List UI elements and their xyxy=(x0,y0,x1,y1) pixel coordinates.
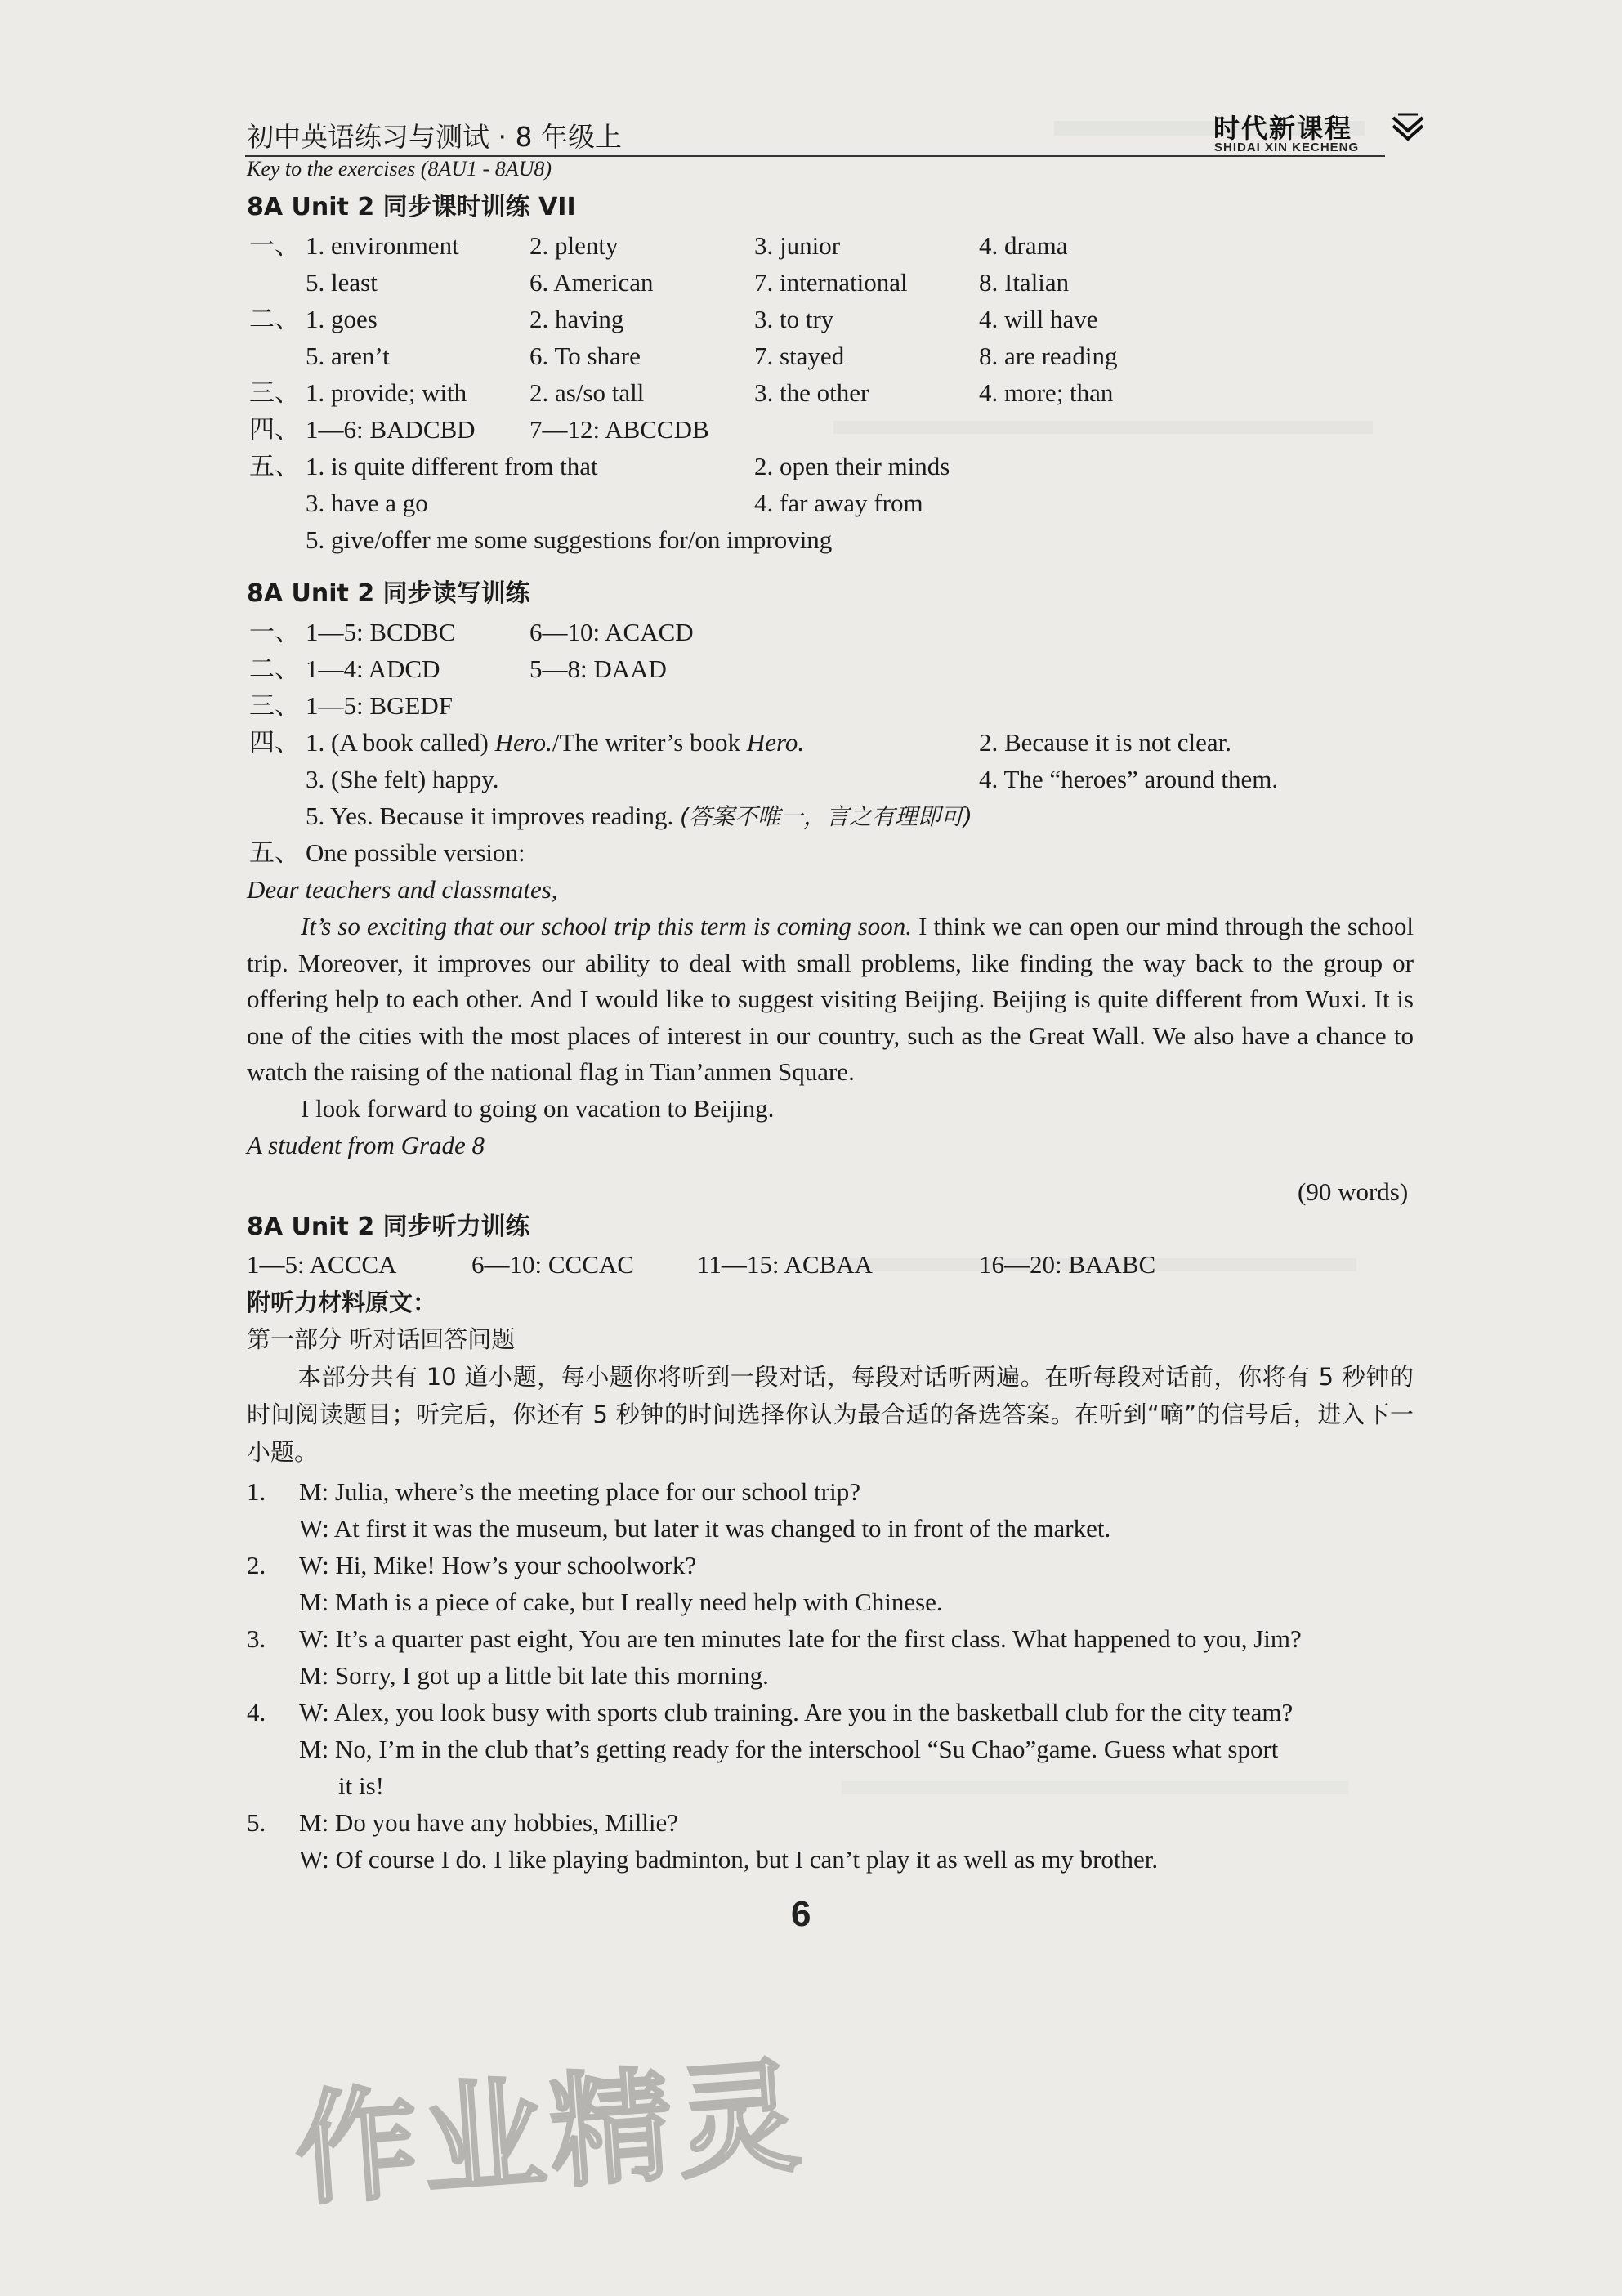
dialogue-line: W: Hi, Mike! How’s your schoolwork? xyxy=(299,1551,697,1579)
version-label: One possible version: xyxy=(306,838,525,867)
dialogue-number: 4. xyxy=(247,1698,266,1726)
dialogue-line: M: Do you have any hobbies, Millie? xyxy=(299,1808,679,1837)
answer: 3. to try xyxy=(754,305,834,333)
dialogue-number: 5. xyxy=(247,1808,266,1837)
letter-body-paragraph xyxy=(247,909,1414,1091)
row-label: 二、 xyxy=(249,305,300,334)
dialogue-line: M: Sorry, I got up a little bit late this morning. xyxy=(299,1661,769,1690)
letter-opening-sentence: It’s so exciting that our school trip this term is coming soon. xyxy=(301,912,913,940)
dialogue-line: M: Math is a piece of cake, but I really need help with Chinese. xyxy=(299,1588,943,1616)
row-label: 二、 xyxy=(249,654,300,684)
answer: 4. will have xyxy=(979,305,1098,333)
answer-text: /The writer’s book xyxy=(552,728,747,757)
answer: 7—12: ABCCDB xyxy=(529,415,709,444)
row-label: 一、 xyxy=(249,618,300,647)
book-title: 初中英语练习与测试 · 8 年级上 xyxy=(247,121,622,153)
letter-greeting: Dear teachers and classmates, xyxy=(247,875,558,904)
answer-5 xyxy=(306,798,972,835)
row-label: 三、 xyxy=(249,378,300,408)
dialogue-line: M: No, I’m in the club that’s getting ready for the interschool “Su Chao”game. Guess what sport xyxy=(299,1735,1279,1763)
answer: 2. open their minds xyxy=(754,452,950,480)
answer-3: 3. (She felt) happy. xyxy=(306,765,499,793)
letter-signature: A student from Grade 8 xyxy=(247,1131,485,1159)
answer: 2. having xyxy=(529,305,624,333)
row-label: 五、 xyxy=(249,452,300,481)
word-count: (90 words) xyxy=(1298,1177,1409,1206)
answer: 3. the other xyxy=(754,378,869,407)
dialogue-line: W: Of course I do. I like playing badminton, but I can’t play it as well as my brother. xyxy=(299,1845,1159,1874)
answer: 6—10: ACACD xyxy=(529,618,694,646)
letter-closing-paragraph: I look forward to going on vacation to Beijing. xyxy=(301,1094,775,1123)
answer: 4. drama xyxy=(979,231,1068,260)
answer: 6—10: CCCAC xyxy=(471,1250,634,1279)
script-title: 附听力材料原文： xyxy=(247,1289,437,1316)
answer: 1. environment xyxy=(306,231,459,260)
answer: 1—5: ACCCA xyxy=(247,1250,397,1279)
section-title-listening: 8A Unit 2 同步听力训练 xyxy=(247,1213,530,1241)
dialogue-line: it is! xyxy=(338,1771,384,1800)
answer-text: 1. (A book called) xyxy=(306,728,495,757)
answer: 8. Italian xyxy=(979,268,1070,297)
dialogue-number: 1. xyxy=(247,1477,266,1506)
answer: 5. least xyxy=(306,268,378,297)
answer: 1. is quite different from that xyxy=(306,452,598,480)
dialogue-line: W: Alex, you look busy with sports club training. Are you in the basketball club for the city team? xyxy=(299,1698,1294,1726)
page-number: 6 xyxy=(791,1894,811,1934)
letter-body-text: I think we can open our mind through the school trip. Moreover, it improves our ability to deal with small problems, like finding the way back to the group or offering help to each other. And I would like to suggest visiting Beijing. Beijing is quite different from Wuxi. It is one of the cities with the most places of interest in our country, such as the Great Wall. We also have a chance to watch the raising of the national flag in Tian’anmen Square. xyxy=(247,912,1414,1086)
listening-instructions: 本部分共有 10 道小题，每小题你将听到一段对话，每段对话听两遍。在听每段对话前，你将有 5 秒钟的时间阅读题目；听完后，你还有 5 秒钟的时间选择你认为最合适的备选答案。在听到“嘀”的信号后，进入下一小题。 xyxy=(247,1363,1414,1466)
answer: 2. plenty xyxy=(529,231,619,260)
row-label: 四、 xyxy=(249,415,300,444)
logo-mark-icon xyxy=(1392,113,1424,145)
part-one-title: 第一部分 听对话回答问题 xyxy=(247,1325,516,1353)
answer: 6. To share xyxy=(529,342,641,370)
dialogue-line: M: Julia, where’s the meeting place for our school trip? xyxy=(299,1477,860,1506)
row-label: 三、 xyxy=(249,691,300,721)
answer: 6. American xyxy=(529,268,654,297)
watermark: 作业精灵 xyxy=(290,2045,810,2223)
answer: 11—15: ACBAA xyxy=(697,1250,874,1279)
dialogue-number: 2. xyxy=(247,1551,266,1579)
answer: 5—8: DAAD xyxy=(529,654,667,683)
book-title-italic: Hero. xyxy=(494,728,552,757)
answer: 16—20: BAABC xyxy=(979,1250,1156,1279)
answer: 1—4: ADCD xyxy=(306,654,440,683)
section-title-reading-writing: 8A Unit 2 同步读写训练 xyxy=(247,579,530,608)
answer: 8. are reading xyxy=(979,342,1118,370)
answer: 5. aren’t xyxy=(306,342,390,370)
answer: 1. goes xyxy=(306,305,378,333)
header-subtitle: Key to the exercises (8AU1 - 8AU8) xyxy=(247,157,552,181)
row-label: 一、 xyxy=(249,231,300,261)
dialogue-number: 3. xyxy=(247,1624,266,1653)
answer: 3. junior xyxy=(754,231,841,260)
answer: 1—6: BADCBD xyxy=(306,415,476,444)
publisher-logo xyxy=(1213,108,1387,159)
answer: 4. far away from xyxy=(754,489,923,517)
answer: 7. international xyxy=(754,268,908,297)
logo-english: SHIDAI XIN KECHENG xyxy=(1214,141,1360,154)
logo-chinese: 时代新课程 xyxy=(1213,113,1353,144)
row-label: 五、 xyxy=(249,838,300,868)
answer-2: 2. Because it is not clear. xyxy=(979,728,1232,757)
answer: 1—5: BGEDF xyxy=(306,691,453,720)
section-title-lesson-vii: 8A Unit 2 同步课时训练 VII xyxy=(247,193,576,221)
answer: 4. more; than xyxy=(979,378,1114,407)
answer: 5. give/offer me some suggestions for/on improving xyxy=(306,525,833,554)
dialogue-line: W: At first it was the museum, but later it was changed to in front of the market. xyxy=(299,1514,1111,1543)
answer: 2. as/so tall xyxy=(529,378,645,407)
answer-4: 4. The “heroes” around them. xyxy=(979,765,1279,793)
answer: 1—5: BCDBC xyxy=(306,618,456,646)
book-title-italic: Hero. xyxy=(746,728,805,757)
dialogue-line: W: It’s a quarter past eight, You are ten minutes late for the first class. What happened to you, Jim? xyxy=(299,1624,1302,1653)
answer: 7. stayed xyxy=(754,342,845,370)
row-label: 四、 xyxy=(249,728,300,757)
answer-note: (答案不唯一，言之有理即可) xyxy=(680,803,972,830)
answer: 1. provide; with xyxy=(306,378,467,407)
answer-text: 5. Yes. Because it improves reading. xyxy=(306,802,674,830)
answer: 3. have a go xyxy=(306,489,428,517)
answer-1 xyxy=(306,725,804,761)
